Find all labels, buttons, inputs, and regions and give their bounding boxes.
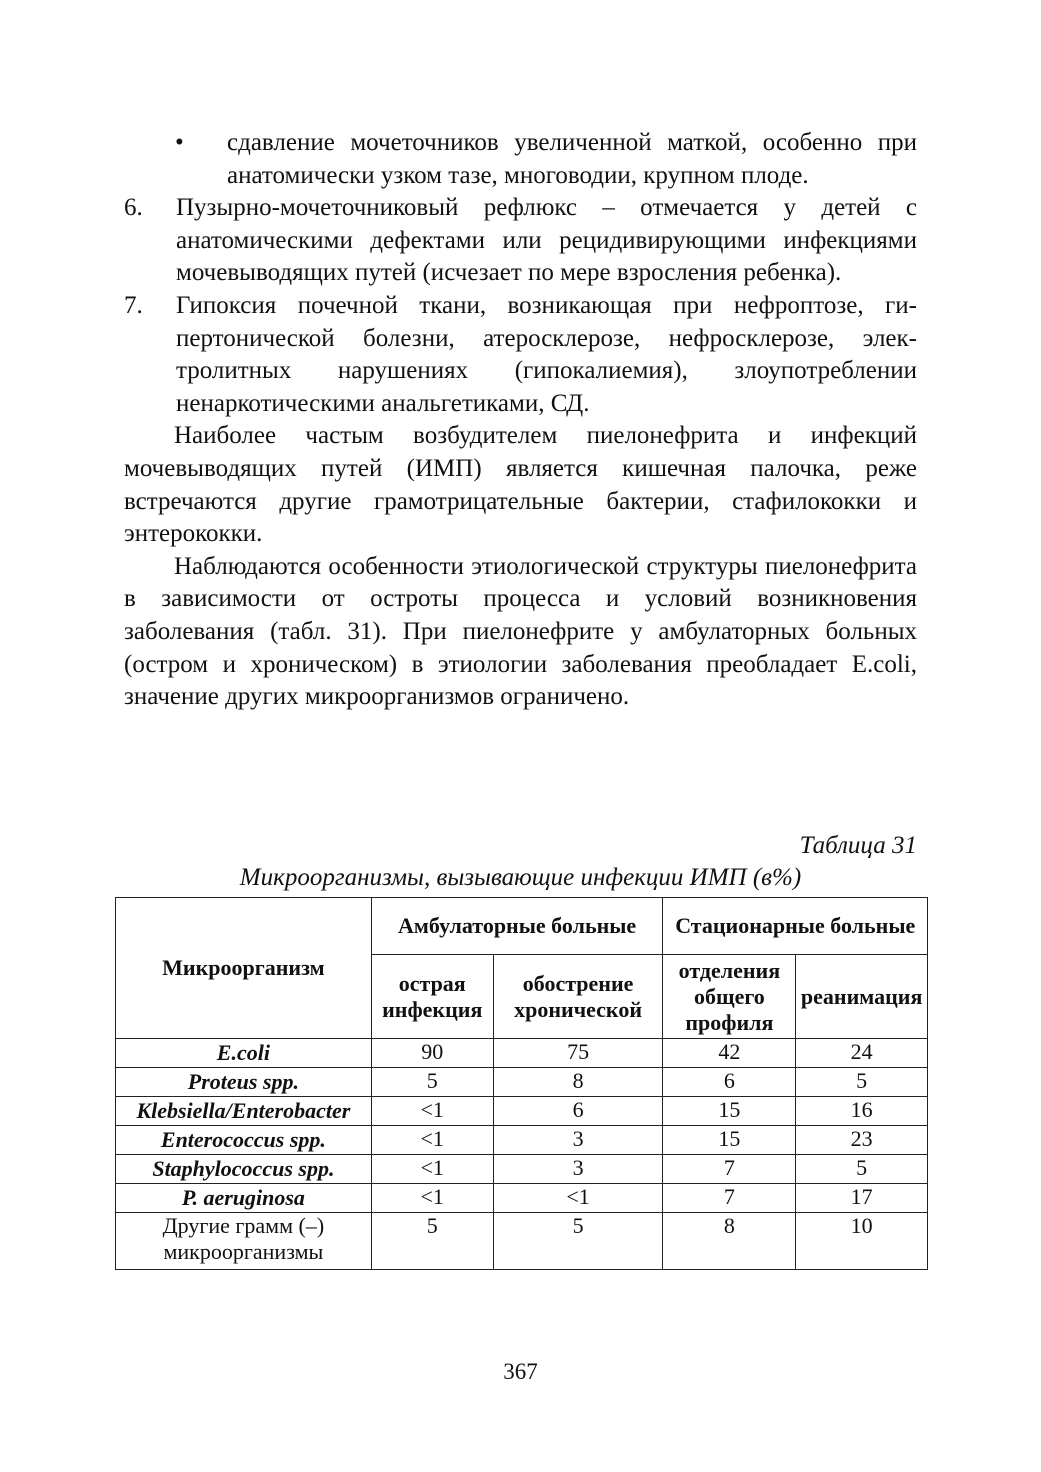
row-name: Enterococcus spp. <box>116 1126 372 1155</box>
item-7-text: Гипоксия почечной ткани, возникающая при нефроптозе, гипертонической болезни, атеросклерозе, нефросклерозе, электролитных нарушениях (гипокалиемия), злоупотреблении ненаркотическими анальгетиками, СД. <box>176 291 917 417</box>
cell-acute: 5 <box>371 1068 493 1097</box>
table-row <box>116 1097 928 1126</box>
cell-acute: 90 <box>371 1039 493 1068</box>
item-7-marker: 7. <box>124 291 143 319</box>
list-item-6 <box>124 192 917 290</box>
row-name: P. aeruginosa <box>116 1184 372 1213</box>
cell-general-wards: 8 <box>663 1213 796 1270</box>
table-row <box>116 1184 928 1213</box>
cell-general-wards: 15 <box>663 1126 796 1155</box>
cell-acute: <1 <box>371 1184 493 1213</box>
row-name: Staphylococcus spp. <box>116 1155 372 1184</box>
cell-general-wards: 7 <box>663 1155 796 1184</box>
header-microorganism: Микроорганизм <box>116 898 372 1039</box>
cell-icu: 23 <box>796 1126 928 1155</box>
cell-icu: 10 <box>796 1213 928 1270</box>
cell-chronic: 75 <box>493 1039 663 1068</box>
cell-acute: 5 <box>371 1213 493 1270</box>
row-name: Klebsiella/Enterobacter <box>116 1097 372 1126</box>
list-item-bullet <box>124 127 917 192</box>
cell-acute: <1 <box>371 1155 493 1184</box>
item-6-text: Пузырно-мочеточниковый рефлюкс – отмечается у детей с анатомическими дефектами или рецидивирующими инфекциями мочевыводящих путей (исчезает по мере взросления ребенка). <box>176 194 917 287</box>
cell-chronic: 3 <box>493 1126 663 1155</box>
cell-icu: 17 <box>796 1184 928 1213</box>
table-row <box>116 1068 928 1097</box>
cell-general-wards: 42 <box>663 1039 796 1068</box>
table-title: Микроорганизмы, вызывающие инфекции ИМП (в%) <box>239 864 802 891</box>
microorganisms-table <box>115 897 928 1270</box>
header-inpatient: Стационарные больные <box>663 898 928 955</box>
table-row <box>116 1213 928 1270</box>
cell-chronic: 3 <box>493 1155 663 1184</box>
row-name: Другие грамм (–) микроорганизмы <box>116 1213 372 1270</box>
bullet-marker: • <box>175 129 184 156</box>
paragraph-pathogens: Наиболее частым возбудителем пиелонефрита и инфекций мочевыводящих путей (ИМП) является кишечная палочка, реже встречаются другие грамотрицательные бактерии, стафилококки и энтерококки. <box>124 422 917 548</box>
table-row <box>116 1155 928 1184</box>
page-number: 367 <box>503 1359 538 1384</box>
table-row <box>116 1126 928 1155</box>
cell-chronic: 6 <box>493 1097 663 1126</box>
cell-general-wards: 15 <box>663 1097 796 1126</box>
header-general-wards: отделения общего профиля <box>663 955 796 1039</box>
cell-chronic: <1 <box>493 1184 663 1213</box>
cell-general-wards: 7 <box>663 1184 796 1213</box>
cell-icu: 5 <box>796 1155 928 1184</box>
body-text <box>124 127 917 714</box>
header-ambulatory: Амбулаторные больные <box>371 898 663 955</box>
row-name: Proteus spp. <box>116 1068 372 1097</box>
cell-acute: <1 <box>371 1097 493 1126</box>
cell-icu: 24 <box>796 1039 928 1068</box>
header-acute: острая инфекция <box>371 955 493 1039</box>
table-number: Таблица 31 <box>799 832 917 859</box>
header-chronic: обострение хронической <box>493 955 663 1039</box>
item-6-marker: 6. <box>124 194 143 222</box>
cell-chronic: 8 <box>493 1068 663 1097</box>
table-row <box>116 1039 928 1068</box>
list-item-7 <box>124 290 917 420</box>
cell-chronic: 5 <box>493 1213 663 1270</box>
paragraph-etiology: Наблюдаются особенности этиологической структуры пиелонефрита в зависимости от остроты процесса и условий возникновения заболевания (табл. 31). При пиелонефрите у амбулаторных больных (остром и хроническом) в этиологии заболевания преобладает E.coli, значение других микроорганизмов ограничено. <box>124 552 917 711</box>
cell-icu: 16 <box>796 1097 928 1126</box>
cell-general-wards: 6 <box>663 1068 796 1097</box>
row-name: E.coli <box>116 1039 372 1068</box>
bullet-text: сдавление мочеточников увеличенной маткой, особенно при анатомически узком тазе, многоводии, крупном плоде. <box>227 129 917 189</box>
header-icu: реанимация <box>796 955 928 1039</box>
cell-icu: 5 <box>796 1068 928 1097</box>
cell-acute: <1 <box>371 1126 493 1155</box>
